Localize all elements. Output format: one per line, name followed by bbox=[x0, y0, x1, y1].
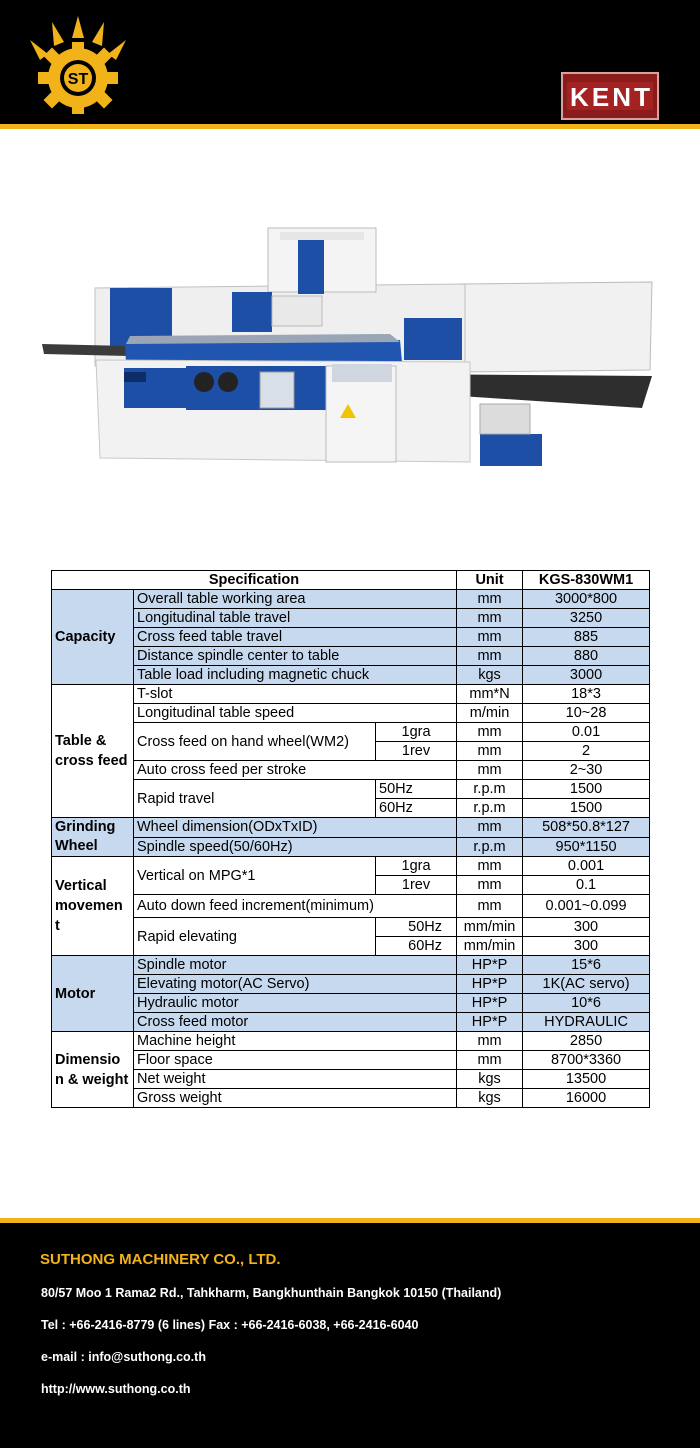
row-sub: 1rev bbox=[376, 876, 457, 895]
row-value: 10~28 bbox=[523, 704, 650, 723]
table-header-row bbox=[52, 571, 650, 590]
header-accent-line bbox=[0, 124, 700, 129]
row-value: 2~30 bbox=[523, 761, 650, 780]
row-unit: m/min bbox=[457, 704, 523, 723]
header-specification: Specification bbox=[52, 571, 457, 590]
row-unit: HP*P bbox=[457, 994, 523, 1013]
gear-crown-logo-icon bbox=[22, 14, 134, 118]
row-unit: HP*P bbox=[457, 975, 523, 994]
table-row bbox=[52, 666, 650, 685]
row-unit: kgs bbox=[457, 1089, 523, 1108]
row-unit: mm bbox=[457, 857, 523, 876]
row-label: Spindle speed(50/60Hz) bbox=[134, 837, 457, 857]
row-label: Wheel dimension(ODxTxID) bbox=[134, 818, 457, 838]
kent-logo-icon bbox=[561, 72, 659, 120]
row-value: 3000 bbox=[523, 666, 650, 685]
row-value: 300 bbox=[523, 937, 650, 956]
row-label: Rapid travel bbox=[134, 780, 376, 818]
row-label: Overall table working area bbox=[134, 590, 457, 609]
row-value: 1500 bbox=[523, 780, 650, 799]
row-value: 3250 bbox=[523, 609, 650, 628]
row-value: 0.001 bbox=[523, 857, 650, 876]
row-unit: mm bbox=[457, 761, 523, 780]
table-row bbox=[52, 837, 650, 857]
row-value: 1K(AC servo) bbox=[523, 975, 650, 994]
company-phone: Tel : +66-2416-8779 (6 lines) Fax : +66-2416-6038, +66-2416-6040 bbox=[41, 1318, 419, 1332]
table-row bbox=[52, 685, 650, 704]
row-value: 0.01 bbox=[523, 723, 650, 742]
row-value: 880 bbox=[523, 647, 650, 666]
group-vertical-movement: Vertical movemen t bbox=[52, 857, 134, 956]
row-value: 2850 bbox=[523, 1032, 650, 1051]
group-grinding-wheel: Grinding Wheel bbox=[52, 818, 134, 857]
row-label: Table load including magnetic chuck bbox=[134, 666, 457, 685]
table-row bbox=[52, 857, 650, 876]
row-label: Vertical on MPG*1 bbox=[134, 857, 376, 895]
group-table-cross-feed: Table & cross feed bbox=[52, 685, 134, 818]
row-value: 8700*3360 bbox=[523, 1051, 650, 1070]
header-model: KGS-830WM1 bbox=[523, 571, 650, 590]
row-unit: HP*P bbox=[457, 956, 523, 975]
row-value: 10*6 bbox=[523, 994, 650, 1013]
table-row bbox=[52, 956, 650, 975]
row-value: 950*1150 bbox=[523, 837, 650, 857]
row-sub: 1gra bbox=[376, 857, 457, 876]
row-unit: mm bbox=[457, 876, 523, 895]
row-value: 300 bbox=[523, 918, 650, 937]
row-unit: kgs bbox=[457, 666, 523, 685]
row-sub: 1rev bbox=[376, 742, 457, 761]
row-unit: kgs bbox=[457, 1070, 523, 1089]
row-value: 16000 bbox=[523, 1089, 650, 1108]
surface-grinder-machine-image bbox=[40, 222, 655, 472]
table-row bbox=[52, 1013, 650, 1032]
table-row bbox=[52, 994, 650, 1013]
row-value: HYDRAULIC bbox=[523, 1013, 650, 1032]
specification-grid bbox=[51, 570, 650, 1108]
row-value: 2 bbox=[523, 742, 650, 761]
svg-text:ST: ST bbox=[67, 71, 89, 88]
row-value: 0.001~0.099 bbox=[523, 895, 650, 918]
table-row bbox=[52, 628, 650, 647]
row-unit: mm*N bbox=[457, 685, 523, 704]
table-row bbox=[52, 918, 650, 937]
company-name: SUTHONG MACHINERY CO., LTD. bbox=[40, 1251, 281, 1268]
row-sub: 50Hz bbox=[376, 780, 457, 799]
row-unit: mm bbox=[457, 1051, 523, 1070]
header-bar bbox=[0, 0, 700, 124]
row-unit: mm/min bbox=[457, 918, 523, 937]
table-row bbox=[52, 1051, 650, 1070]
table-row bbox=[52, 647, 650, 666]
row-label: Floor space bbox=[134, 1051, 457, 1070]
company-address: 80/57 Moo 1 Rama2 Rd., Tahkharm, Bangkhunthain Bangkok 10150 (Thailand) bbox=[41, 1286, 502, 1300]
row-sub: 50Hz bbox=[376, 918, 457, 937]
row-unit: mm bbox=[457, 818, 523, 838]
row-label: Distance spindle center to table bbox=[134, 647, 457, 666]
table-row bbox=[52, 1070, 650, 1089]
row-unit: mm bbox=[457, 895, 523, 918]
row-label: T-slot bbox=[134, 685, 457, 704]
row-value: 3000*800 bbox=[523, 590, 650, 609]
table-row bbox=[52, 590, 650, 609]
row-label: Auto cross feed per stroke bbox=[134, 761, 457, 780]
row-value: 18*3 bbox=[523, 685, 650, 704]
table-row bbox=[52, 780, 650, 799]
table-row bbox=[52, 818, 650, 838]
table-row bbox=[52, 609, 650, 628]
row-value: 0.1 bbox=[523, 876, 650, 895]
row-value: 508*50.8*127 bbox=[523, 818, 650, 838]
row-unit: mm bbox=[457, 647, 523, 666]
row-label: Machine height bbox=[134, 1032, 457, 1051]
table-row bbox=[52, 975, 650, 994]
row-label: Hydraulic motor bbox=[134, 994, 457, 1013]
row-unit: r.p.m bbox=[457, 837, 523, 857]
table-row bbox=[52, 1089, 650, 1108]
table-row bbox=[52, 761, 650, 780]
row-unit: mm bbox=[457, 590, 523, 609]
group-motor: Motor bbox=[52, 956, 134, 1032]
table-row bbox=[52, 895, 650, 918]
row-value: 1500 bbox=[523, 799, 650, 818]
row-label: Longitudinal table travel bbox=[134, 609, 457, 628]
row-sub: 60Hz bbox=[376, 937, 457, 956]
row-label: Cross feed table travel bbox=[134, 628, 457, 647]
row-value: 885 bbox=[523, 628, 650, 647]
row-value: 13500 bbox=[523, 1070, 650, 1089]
row-unit: HP*P bbox=[457, 1013, 523, 1032]
footer bbox=[0, 1223, 700, 1448]
row-label: Longitudinal table speed bbox=[134, 704, 457, 723]
row-label: Cross feed on hand wheel(WM2) bbox=[134, 723, 376, 761]
table-row bbox=[52, 723, 650, 742]
row-label: Elevating motor(AC Servo) bbox=[134, 975, 457, 994]
row-unit: r.p.m bbox=[457, 799, 523, 818]
row-label: Net weight bbox=[134, 1070, 457, 1089]
row-unit: r.p.m bbox=[457, 780, 523, 799]
row-sub: 1gra bbox=[376, 723, 457, 742]
row-label: Rapid elevating bbox=[134, 918, 376, 956]
row-unit: mm bbox=[457, 723, 523, 742]
table-row bbox=[52, 704, 650, 723]
group-capacity: Capacity bbox=[52, 590, 134, 685]
header-unit: Unit bbox=[457, 571, 523, 590]
group-dimension-weight: Dimensio n & weight bbox=[52, 1032, 134, 1108]
row-label: Auto down feed increment(minimum) bbox=[134, 895, 457, 918]
company-website[interactable]: http://www.suthong.co.th bbox=[41, 1382, 191, 1396]
row-label: Spindle motor bbox=[134, 956, 457, 975]
kent-logo-text: KENT bbox=[570, 82, 650, 112]
row-unit: mm bbox=[457, 1032, 523, 1051]
row-unit: mm bbox=[457, 609, 523, 628]
company-email[interactable]: e-mail : info@suthong.co.th bbox=[41, 1350, 206, 1364]
row-sub: 60Hz bbox=[376, 799, 457, 818]
row-unit: mm bbox=[457, 742, 523, 761]
row-unit: mm bbox=[457, 628, 523, 647]
table-row bbox=[52, 1032, 650, 1051]
row-label: Gross weight bbox=[134, 1089, 457, 1108]
row-value: 15*6 bbox=[523, 956, 650, 975]
row-label: Cross feed motor bbox=[134, 1013, 457, 1032]
row-unit: mm/min bbox=[457, 937, 523, 956]
